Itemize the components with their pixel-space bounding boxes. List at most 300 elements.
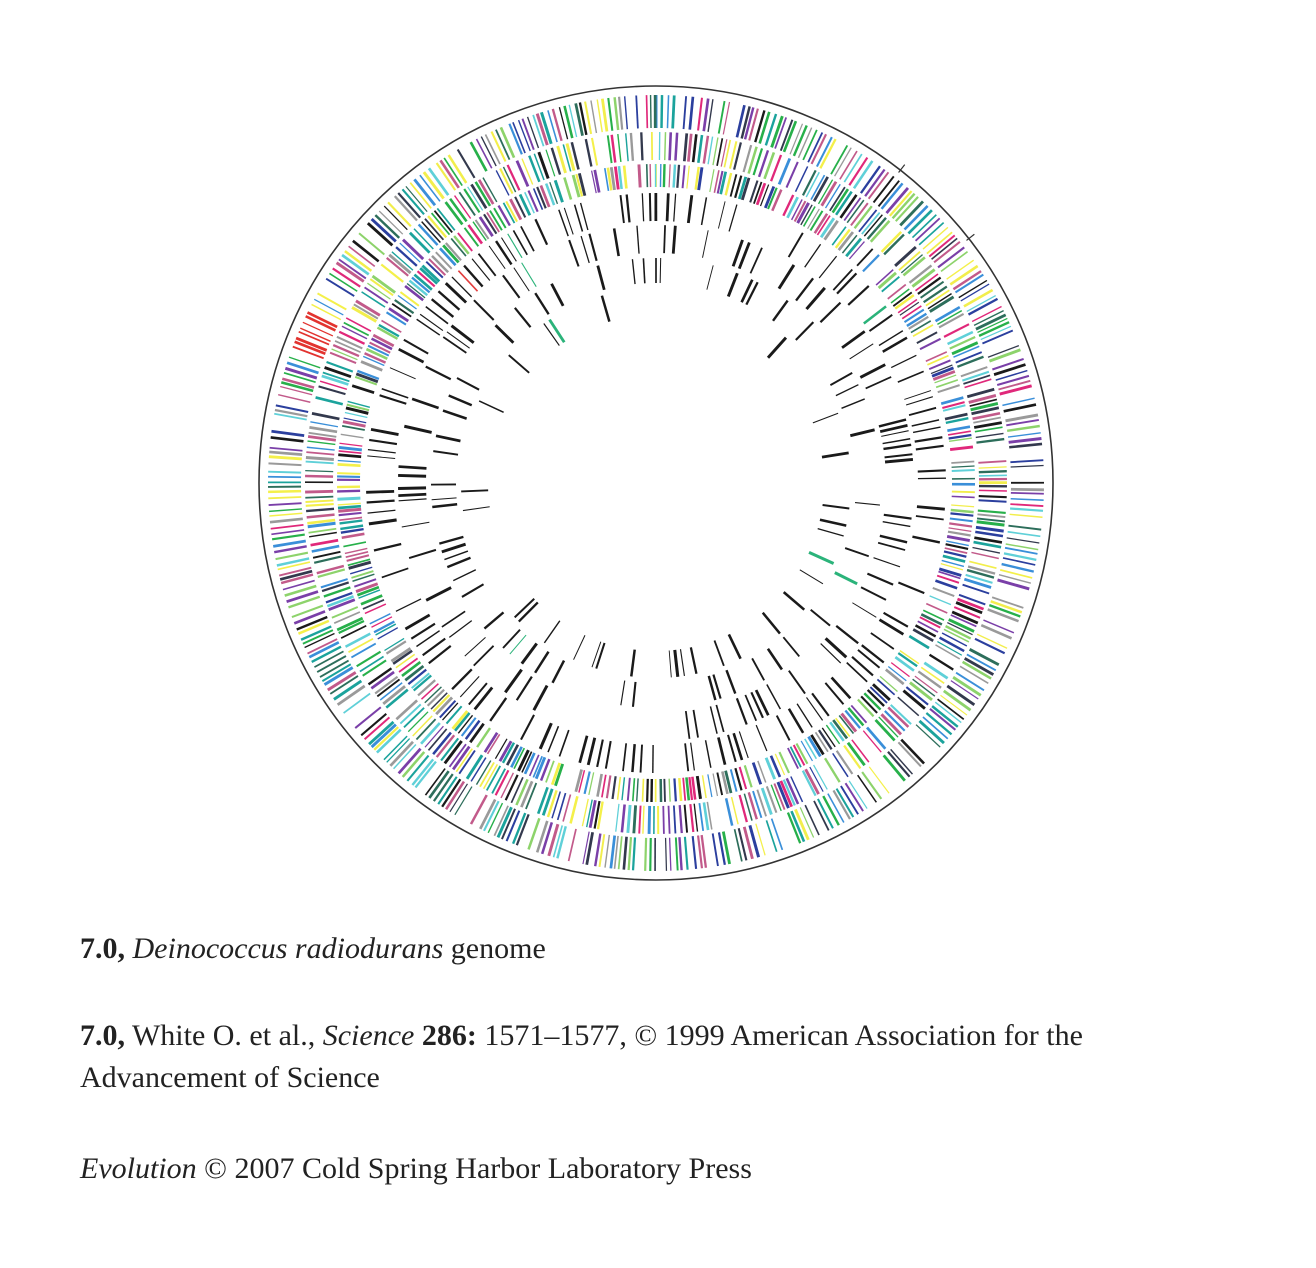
gene-mark xyxy=(683,165,685,188)
gene-mark xyxy=(717,773,722,796)
gene-mark xyxy=(976,527,1004,531)
gene-mark xyxy=(612,135,616,163)
gene-mark xyxy=(684,133,686,161)
gene-mark xyxy=(710,169,714,192)
gene-mark xyxy=(351,644,375,658)
feature-mark xyxy=(575,205,583,232)
gene-mark xyxy=(1009,439,1042,443)
feature-mark xyxy=(912,537,939,543)
feature-mark xyxy=(796,322,813,340)
gene-mark xyxy=(591,101,597,134)
feature-mark xyxy=(842,331,865,347)
gene-mark xyxy=(1010,460,1043,462)
gene-mark xyxy=(787,197,797,218)
feature-mark xyxy=(469,683,487,704)
gene-mark xyxy=(576,770,582,792)
feature-mark xyxy=(426,367,451,380)
gene-mark xyxy=(949,435,972,438)
gene-mark xyxy=(615,97,619,130)
gene-mark xyxy=(338,461,361,463)
gene-mark xyxy=(553,109,562,141)
gene-mark xyxy=(516,779,527,805)
feature-mark xyxy=(443,411,467,419)
gene-mark xyxy=(309,427,337,431)
feature-mark xyxy=(861,587,886,600)
feature-mark xyxy=(797,704,812,728)
gene-mark xyxy=(384,736,407,760)
gene-mark xyxy=(372,725,396,747)
gene-mark xyxy=(690,97,693,130)
gene-mark xyxy=(929,360,950,369)
feature-mark xyxy=(592,642,601,668)
book-title: Evolution xyxy=(80,1152,197,1185)
feature-mark xyxy=(667,193,668,221)
feature-mark xyxy=(809,552,834,563)
feature-mark xyxy=(918,470,946,471)
gene-mark xyxy=(692,777,695,800)
gene-mark xyxy=(952,492,975,493)
gene-mark xyxy=(950,447,973,450)
gene-mark xyxy=(971,552,998,558)
feature-mark xyxy=(855,503,880,505)
gene-mark xyxy=(339,513,362,515)
gene-mark xyxy=(338,506,361,508)
gene-mark xyxy=(529,156,539,182)
feature-mark xyxy=(535,219,547,244)
gene-mark xyxy=(779,158,790,184)
feature-mark xyxy=(783,637,799,656)
feature-mark xyxy=(580,736,587,763)
gene-mark xyxy=(975,639,1005,653)
feature-mark xyxy=(885,459,913,462)
gene-mark xyxy=(665,132,666,160)
gene-mark xyxy=(586,139,592,166)
gene-mark xyxy=(608,135,612,163)
gene-mark xyxy=(317,566,344,573)
feature-mark xyxy=(436,436,460,441)
gene-mark xyxy=(307,447,335,450)
feature-mark xyxy=(807,288,825,309)
gene-mark xyxy=(717,138,722,166)
gene-mark xyxy=(340,526,363,529)
gene-mark xyxy=(395,196,417,220)
credit-number: 7.0, xyxy=(80,1019,125,1052)
gene-mark xyxy=(1011,499,1044,500)
gene-mark xyxy=(704,99,708,132)
gene-mark xyxy=(685,837,688,870)
feature-mark xyxy=(399,467,427,469)
gene-mark xyxy=(613,776,616,799)
feature-mark xyxy=(540,723,551,749)
gene-mark xyxy=(269,509,302,511)
feature-mark xyxy=(691,647,697,673)
gene-mark xyxy=(624,837,627,870)
feature-mark xyxy=(509,355,529,373)
gene-mark xyxy=(677,165,679,188)
feature-mark xyxy=(382,568,408,577)
feature-mark xyxy=(643,258,644,283)
feature-mark xyxy=(909,408,936,415)
gene-mark xyxy=(597,99,602,132)
feature-mark xyxy=(913,427,940,432)
feature-mark xyxy=(784,592,805,610)
gene-mark xyxy=(978,511,1006,513)
gene-mark xyxy=(1002,564,1034,572)
feature-mark xyxy=(650,193,651,221)
feature-mark xyxy=(443,337,466,353)
gene-mark xyxy=(270,448,303,451)
gene-mark xyxy=(951,505,974,507)
gene-mark xyxy=(269,452,302,455)
gene-mark xyxy=(339,451,362,453)
feature-mark xyxy=(484,612,503,628)
feature-mark xyxy=(848,286,869,305)
feature-mark xyxy=(602,296,610,322)
gene-mark xyxy=(947,427,970,431)
feature-mark xyxy=(768,338,786,358)
gene-mark xyxy=(618,777,621,800)
feature-mark xyxy=(871,633,894,649)
gene-mark xyxy=(779,752,789,773)
gene-mark xyxy=(1008,532,1041,537)
feature-mark xyxy=(673,226,675,254)
feature-mark xyxy=(463,507,490,511)
feature-mark xyxy=(826,638,847,657)
feature-mark xyxy=(399,349,424,362)
feature-mark xyxy=(371,429,399,434)
gene-mark xyxy=(307,515,335,518)
gene-mark xyxy=(637,778,638,801)
feature-mark xyxy=(669,650,671,677)
gene-mark xyxy=(303,322,333,336)
feature-mark xyxy=(369,440,397,444)
gene-mark xyxy=(918,621,938,632)
gene-mark xyxy=(625,96,628,129)
gene-mark xyxy=(271,525,304,529)
gene-mark xyxy=(633,837,635,870)
gene-mark xyxy=(688,134,691,162)
gene-mark xyxy=(693,134,696,162)
credit-pages: 1571–1577, © 1999 American Association for the xyxy=(476,1019,1083,1052)
feature-mark xyxy=(412,399,438,408)
gene-mark xyxy=(316,397,343,404)
gene-mark xyxy=(338,503,361,505)
gene-mark xyxy=(667,95,668,128)
gene-mark xyxy=(703,775,707,798)
feature-mark xyxy=(404,340,428,354)
gene-mark xyxy=(685,805,687,833)
credit-volume: 286: xyxy=(414,1019,477,1052)
gene-mark xyxy=(306,452,334,454)
gene-mark xyxy=(305,471,333,472)
feature-mark xyxy=(581,203,588,230)
gene-mark xyxy=(704,136,708,164)
feature-mark xyxy=(716,705,723,732)
feature-mark xyxy=(726,670,735,693)
gene-mark xyxy=(645,838,646,871)
gene-mark xyxy=(365,604,386,613)
feature-mark xyxy=(845,548,869,556)
figure-credit xyxy=(80,1015,1083,1099)
feature-mark xyxy=(368,510,396,513)
gene-mark xyxy=(624,166,626,189)
feature-mark xyxy=(534,686,547,711)
feature-mark xyxy=(898,582,924,593)
gene-mark xyxy=(976,433,1004,437)
gene-mark xyxy=(268,497,301,498)
feature-mark xyxy=(521,715,534,740)
gene-mark xyxy=(1007,538,1040,543)
species-name: Deinococcus radiodurans xyxy=(132,932,444,965)
gene-mark xyxy=(306,504,334,506)
gene-mark xyxy=(641,132,642,160)
gene-mark xyxy=(697,776,700,799)
feature-mark xyxy=(633,682,636,707)
feature-mark xyxy=(637,226,639,254)
feature-mark xyxy=(830,373,852,385)
gene-mark xyxy=(979,471,1007,472)
gene-mark xyxy=(564,177,571,199)
feature-mark xyxy=(631,650,634,677)
feature-mark xyxy=(822,453,849,457)
gene-mark xyxy=(619,97,622,130)
gene-mark xyxy=(669,779,670,802)
feature-mark xyxy=(442,544,466,552)
gene-mark xyxy=(674,806,676,834)
gene-mark xyxy=(766,820,776,851)
gene-mark xyxy=(309,529,337,533)
feature-mark xyxy=(559,730,568,756)
feature-mark xyxy=(623,743,626,771)
feature-mark xyxy=(917,507,945,510)
gene-mark xyxy=(339,332,364,344)
gene-mark xyxy=(783,195,793,216)
gene-mark xyxy=(626,133,628,161)
gene-mark xyxy=(353,241,379,262)
feature-mark xyxy=(596,643,604,669)
gene-mark xyxy=(951,510,974,512)
feature-mark xyxy=(457,378,479,390)
gene-mark xyxy=(1009,444,1042,447)
feature-mark xyxy=(750,248,762,274)
gene-mark xyxy=(947,536,970,540)
gene-mark xyxy=(306,462,334,464)
feature-mark xyxy=(404,426,431,432)
feature-mark xyxy=(702,197,707,225)
gene-mark xyxy=(684,96,687,129)
feature-mark xyxy=(710,706,717,733)
feature-mark xyxy=(686,711,690,739)
feature-mark xyxy=(367,456,395,459)
gene-mark xyxy=(673,95,675,128)
feature-mark xyxy=(426,588,451,601)
gene-mark xyxy=(349,562,371,568)
feature-mark xyxy=(479,254,496,276)
feature-mark xyxy=(501,238,516,262)
feature-mark xyxy=(789,233,803,257)
feature-mark xyxy=(452,669,472,689)
gene-mark xyxy=(957,357,983,367)
gene-mark xyxy=(537,821,547,852)
feature-mark xyxy=(883,445,911,449)
feature-mark xyxy=(574,635,585,659)
feature-mark xyxy=(812,693,829,715)
feature-mark xyxy=(718,201,725,228)
feature-mark xyxy=(433,451,458,455)
gene-mark xyxy=(949,528,972,531)
feature-mark xyxy=(916,446,944,450)
feature-mark xyxy=(535,652,548,673)
gene-mark xyxy=(415,762,435,788)
gene-mark xyxy=(622,777,624,800)
credit-journal: Science xyxy=(322,1019,415,1052)
feature-mark xyxy=(399,499,427,501)
feature-mark xyxy=(763,613,780,634)
feature-mark xyxy=(898,371,924,382)
feature-mark xyxy=(820,520,846,526)
gene-mark xyxy=(647,95,648,128)
gene-mark xyxy=(268,472,301,473)
gene-mark xyxy=(306,457,334,459)
feature-mark xyxy=(589,234,596,261)
feature-mark xyxy=(832,677,851,698)
gene-mark xyxy=(956,352,982,362)
feature-mark xyxy=(369,520,397,524)
gene-mark xyxy=(528,117,539,148)
gene-mark xyxy=(381,265,403,282)
title-number: 7.0, xyxy=(80,932,125,965)
gene-mark xyxy=(979,467,1007,468)
gene-mark xyxy=(629,837,631,870)
gene-mark xyxy=(597,774,601,797)
feature-mark xyxy=(847,663,867,682)
gene-mark xyxy=(342,534,365,538)
feature-mark xyxy=(714,641,723,666)
gene-mark xyxy=(664,779,665,802)
gene-mark xyxy=(337,473,360,474)
gene-mark xyxy=(557,826,565,858)
gene-mark xyxy=(529,818,540,849)
gene-mark xyxy=(418,680,435,695)
gene-mark xyxy=(949,523,972,526)
gene-mark xyxy=(1007,426,1040,431)
feature-mark xyxy=(505,670,521,693)
feature-mark xyxy=(453,570,476,581)
gene-mark xyxy=(268,477,301,478)
feature-mark xyxy=(366,491,394,492)
feature-mark xyxy=(550,320,565,343)
feature-mark xyxy=(553,661,564,683)
gene-mark xyxy=(699,803,703,831)
gene-mark xyxy=(666,838,667,871)
gene-mark xyxy=(357,652,381,667)
gene-mark xyxy=(592,138,597,166)
feature-mark xyxy=(620,195,623,223)
feature-mark xyxy=(374,544,401,551)
gene-mark xyxy=(310,422,338,427)
feature-mark xyxy=(462,584,484,597)
gene-mark xyxy=(979,490,1007,491)
feature-mark xyxy=(405,615,429,629)
feature-mark xyxy=(588,738,595,765)
gene-mark xyxy=(680,805,682,833)
gene-mark xyxy=(686,777,688,800)
gene-mark xyxy=(311,540,339,545)
feature-mark xyxy=(728,273,737,296)
gene-mark xyxy=(708,137,713,165)
gene-mark xyxy=(272,535,305,540)
gene-mark xyxy=(339,518,362,521)
feature-mark xyxy=(569,240,578,266)
gene-mark xyxy=(923,610,944,620)
feature-mark xyxy=(842,399,865,408)
feature-mark xyxy=(820,303,840,323)
feature-mark xyxy=(779,265,794,289)
feature-mark xyxy=(773,301,788,321)
gene-mark xyxy=(268,491,301,492)
gene-mark xyxy=(952,466,975,467)
feature-mark xyxy=(819,256,836,278)
feature-mark xyxy=(880,425,907,431)
gene-mark xyxy=(605,835,609,868)
gene-mark xyxy=(618,134,621,162)
gene-mark xyxy=(639,164,640,187)
gene-mark xyxy=(997,376,1029,385)
gene-mark xyxy=(619,166,622,189)
gene-mark xyxy=(511,777,523,803)
gene-mark xyxy=(539,152,548,178)
gene-mark xyxy=(977,522,1005,525)
feature-mark xyxy=(503,275,520,298)
gene-mark xyxy=(1011,489,1044,490)
feature-mark xyxy=(706,740,711,767)
feature-mark xyxy=(417,319,440,335)
gene-mark xyxy=(269,513,302,516)
gene-mark xyxy=(950,518,973,521)
gene-mark xyxy=(978,461,1006,463)
feature-mark xyxy=(479,401,503,412)
inner-feature-tracks xyxy=(366,193,946,773)
gene-mark xyxy=(926,604,947,613)
gene-mark xyxy=(346,318,371,331)
copyright-text: © 2007 Cold Spring Harbor Laboratory Press xyxy=(196,1152,752,1185)
feature-mark xyxy=(621,681,625,706)
gene-mark xyxy=(633,778,635,801)
gene-mark xyxy=(341,434,364,438)
gene-mark xyxy=(318,293,347,309)
gene-mark xyxy=(619,836,622,869)
feature-mark xyxy=(447,332,470,348)
gene-mark xyxy=(309,533,337,537)
feature-mark xyxy=(852,603,876,618)
gene-mark xyxy=(670,838,671,871)
feature-mark xyxy=(685,743,688,771)
feature-mark xyxy=(535,293,548,314)
gene-mark xyxy=(901,740,924,764)
gene-mark xyxy=(628,805,630,833)
gene-mark xyxy=(602,99,607,132)
gene-mark xyxy=(981,625,1011,638)
gene-mark xyxy=(339,447,362,450)
gene-mark xyxy=(698,135,702,163)
gene-mark xyxy=(278,395,310,403)
feature-mark xyxy=(883,338,907,352)
feature-mark xyxy=(544,324,560,346)
gene-mark xyxy=(271,530,304,534)
gene-mark xyxy=(983,620,1013,633)
feature-mark xyxy=(465,637,486,656)
gene-mark xyxy=(308,441,336,444)
